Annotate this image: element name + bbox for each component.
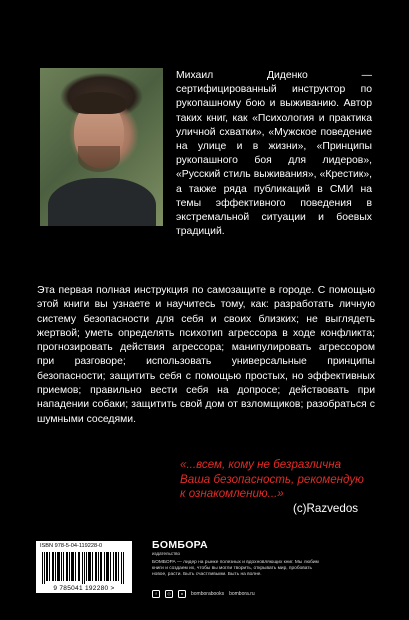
isbn-text: ISBN 978-5-04-119228-0 (40, 543, 103, 549)
quote-source: (c)Razvedos (293, 502, 359, 515)
publisher-block (152, 539, 319, 597)
photo-hair (72, 92, 126, 114)
review-quote: «...всем, кому не безразлична Ваша безопасность, рекомендую к ознакомлению...» (180, 458, 364, 500)
instagram-icon: ◎ (165, 590, 173, 598)
vk-icon: в (178, 590, 186, 598)
photo-hoodie (48, 178, 156, 226)
publisher-subtitle: издательство (152, 551, 180, 556)
barcode-block (36, 541, 132, 593)
author-bio: Михаил Диденко — сертифицированный инструктор по рукопашному бою и выживанию. Автор таких книг, как «Психология и практика уличной схватки», «Мужское поведение на улице и в жизни», «Принципы рукопашного боя для лидеров», «Русский стиль выживания», «Крестик», а также ряда публикаций в СМИ на темы эффективного поведения в экстремальной ситуации и боевых традиций. (176, 70, 372, 238)
publisher-links (152, 590, 255, 598)
publisher-description: БОМБОРА — лидер на рынке полезных и вдохновляющих книг. Мы любим книги и создаем их, чтобы вы могли творить, открывать мир, пробовать новое, расти. Быть счастливыми. Быть на волне. (152, 560, 319, 578)
barcode-icon (40, 552, 128, 584)
photo-beard (78, 146, 120, 172)
publisher-logo: БОМБОРА (152, 539, 208, 551)
publisher-site: bombora.ru (229, 591, 255, 597)
social-handle: bomborabooks (191, 591, 225, 597)
book-description: Эта первая полная инструкция по самозащите в городе. С помощью этой книги вы узнаете и научитесь тому, как: разработать личную систему безопасности для себя и своих близких; не выглядеть жертвой; уметь определять психотип агрессора в ходе конфликта; прогнозировать действия агрессора; манипулировать агрессором при разговоре; использовать универсальные принципы безопасности; защитить себя с помощью простых, но эффективных приемов; правильно вести себя на допросе; действовать при нападении собаки; защитить свой дом от взломщиков; разобраться с шумными соседями. (37, 285, 375, 425)
barcode-number: 9 785041 192280 > (53, 585, 115, 592)
author-photo (40, 68, 163, 226)
facebook-icon: f (152, 590, 160, 598)
